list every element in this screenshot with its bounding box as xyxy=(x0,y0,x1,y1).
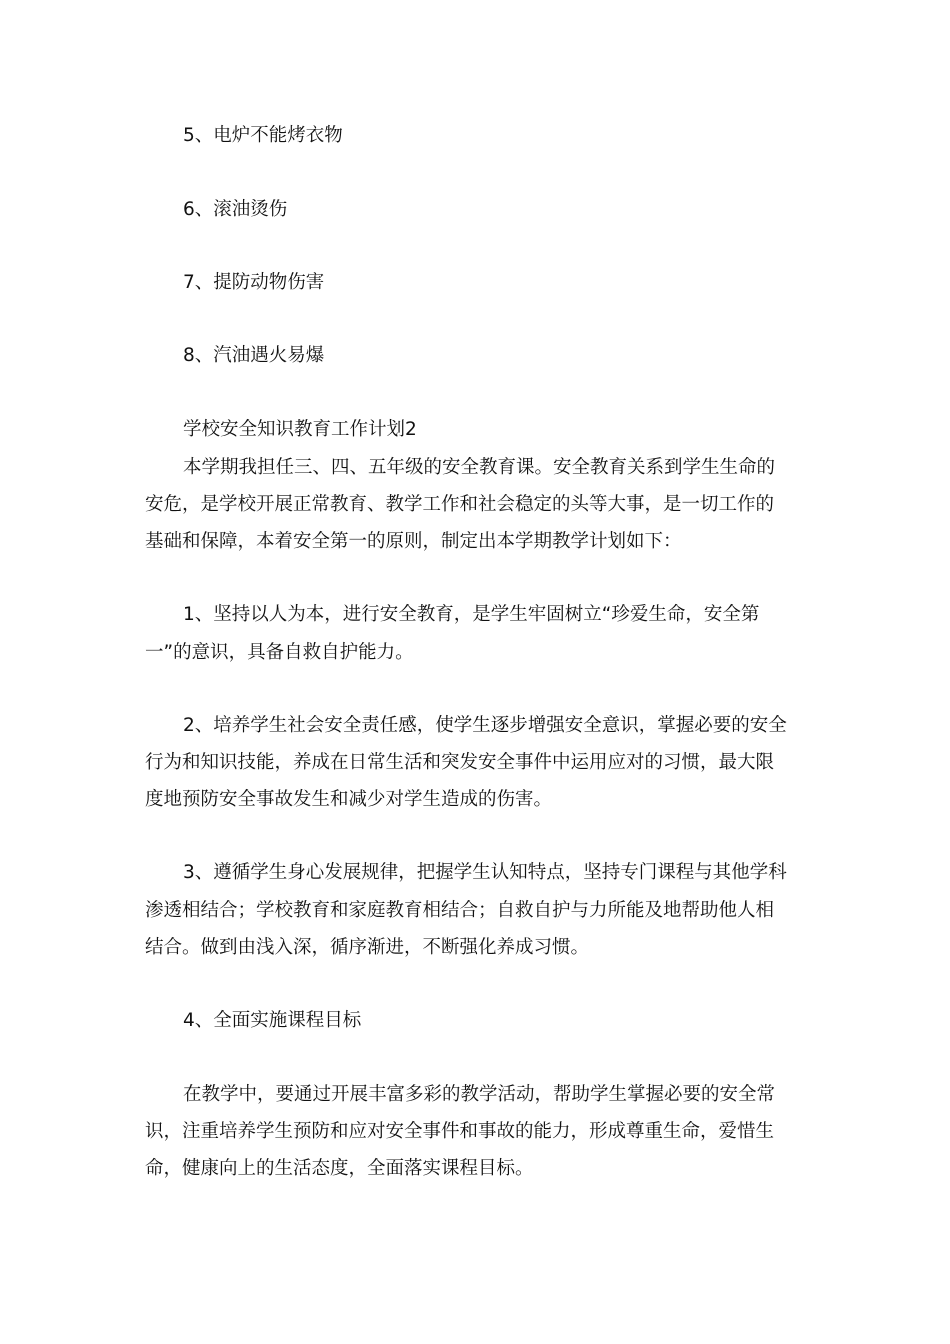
list-item-7: 7、提防动物伤害 xyxy=(183,272,325,293)
list-item-6: 6、滚油烫伤 xyxy=(183,199,288,220)
point-1-line-2: 一”的意识，具备自救自护能力。 xyxy=(145,642,414,663)
point-2-line-3: 度地预防安全事故发生和减少对学生造成的伤害。 xyxy=(145,789,553,810)
section-heading: 学校安全知识教育工作计划2 xyxy=(183,419,417,440)
point-3-line-2: 渗透相结合；学校教育和家庭教育相结合；自救自护与力所能及地帮助他人相 xyxy=(145,900,775,921)
closing-line-3: 命，健康向上的生活态度，全面落实课程目标。 xyxy=(145,1158,534,1179)
point-1-line-1: 1、坚持以人为本，进行安全教育，是学生牢固树立“珍爱生命，安全第 xyxy=(183,604,760,625)
list-item-8: 8、汽油遇火易爆 xyxy=(183,345,325,366)
point-4: 4、全面实施课程目标 xyxy=(183,1010,362,1031)
point-2-line-1: 2、培养学生社会安全责任感，使学生逐步增强安全意识，掌握必要的安全 xyxy=(183,715,787,736)
closing-line-2: 识，注重培养学生预防和应对安全事件和事故的能力，形成尊重生命，爱惜生 xyxy=(145,1121,775,1142)
point-3-line-3: 结合。做到由浅入深，循序渐进，不断强化养成习惯。 xyxy=(145,937,590,958)
point-3-line-1: 3、遵循学生身心发展规律，把握学生认知特点，坚持专门课程与其他学科 xyxy=(183,862,787,883)
intro-line-3: 基础和保障，本着安全第一的原则，制定出本学期教学计划如下： xyxy=(145,531,682,552)
closing-line-1: 在教学中，要通过开展丰富多彩的教学活动，帮助学生掌握必要的安全常 xyxy=(183,1084,776,1105)
point-2-line-2: 行为和知识技能，养成在日常生活和突发安全事件中运用应对的习惯，最大限 xyxy=(145,752,775,773)
intro-line-1: 本学期我担任三、四、五年级的安全教育课。安全教育关系到学生生命的 xyxy=(183,457,776,478)
intro-line-2: 安危，是学校开展正常教育、教学工作和社会稳定的头等大事，是一切工作的 xyxy=(145,494,775,515)
list-item-5: 5、电炉不能烤衣物 xyxy=(183,125,343,146)
